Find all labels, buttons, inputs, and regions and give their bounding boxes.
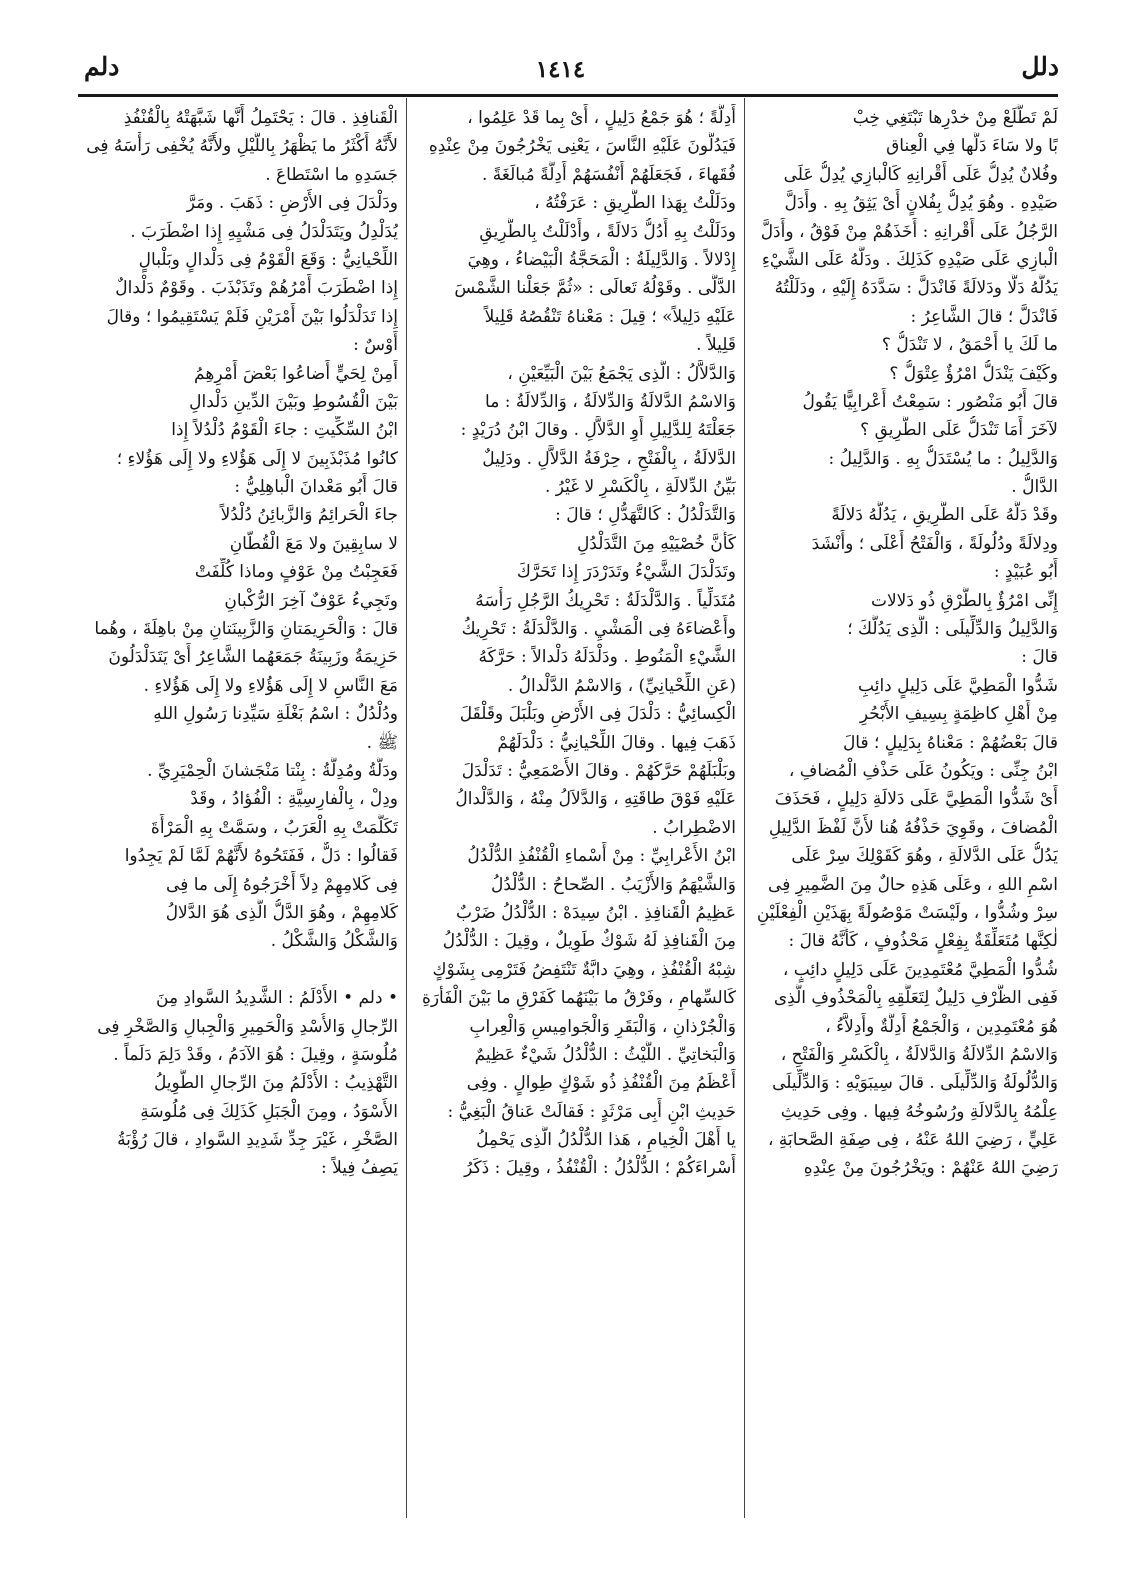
header-rule [78, 94, 1058, 97]
text-line: الرِّجالِ وَالأُسْدِ وَالْحَمِيرِ وَالْجِبالِ وَالصَّخْرِ فِى [97, 1016, 398, 1037]
text-line [80, 956, 398, 984]
text-line: ذَهَبَ فِيها . وقالَ اللِّحْيانِيُّ : دَلْدَلَهُمْ [497, 732, 736, 753]
text-line: وتَجِيءُ عَوْفٌ آخِرَ الرُّكْبانِ [224, 590, 398, 611]
text-line: وَالدَّلِيلُ : ما يُسْتَدَلُّ بِهِ . وَالدَّلِيلُ : [828, 448, 1058, 469]
text-line: لٰكِنَّها مُتَعَلِّقَةٌ بِفِعْلٍ مَحْذُوفٍ ، كَأَنَّهُ قالَ : [788, 931, 1058, 952]
text-column-right [752, 104, 1058, 1504]
text-line: ودِلْ ، بِالْفارِسِيَّةِ : الْفُؤادُ ، وقَدْ [190, 789, 398, 810]
text-line: وَالدُّلُولَةُ وَالدِّلِّيلَى . قالَ سِيبَوَيْهِ : وَالدِّلِّيلَى [772, 1073, 1058, 1094]
text-line: وَالشَّكْلُ وَالشَّكْلُ . [270, 931, 398, 952]
text-line: كَأَنَّ خُصْيَيْهِ مِنَ التَّدَلْدُلِ [576, 533, 736, 554]
text-line: جاءَ الْحَرائِمُ وَالزَّبائِنُ دُلْدُلاً [220, 505, 398, 526]
text-line: وكَيْفَ يَنْدَلُّ امْرُؤٌ عِتْوَلُّ ؟ [889, 363, 1058, 384]
text-line: وَالدَّلاَّلُ : الَّذِى يَجْمَعُ بَيْنَ الْبَيِّعَيْنِ ، [507, 363, 736, 384]
text-line: وَالْجُرْذانِ ، وَالْبَقَرِ وَالْجَوامِيسِ وَالْعِرابِ [469, 1016, 736, 1037]
text-line: شُدُّوا الْمَطِيَّ مُعْتَمِدِينَ عَلَى دَلِيلٍ دائِبٍ ، [782, 959, 1058, 980]
text-line: قالَ أَبُو مَعْدانَ الْباهِلِيُّ : [234, 477, 398, 498]
text-line: ﷺ . [366, 732, 398, 753]
text-line: يا أَهْلَ الْخِيامِ ، هَذا الدُّلْدُلُ الَّذِى يَحْمِلُ [476, 1130, 736, 1151]
page-number: ١٤١٤ [535, 56, 586, 83]
text-line: وأَعْضاءَهُ فِى الْمَشْيِ . وَالدَّلْدَلَةُ : تَحْرِيكُ [461, 619, 736, 640]
text-line: لا سابِقِينَ ولا مَعَ الْقُطّانِ [229, 533, 398, 554]
text-line: فَعَجِبْتُ مِنْ عَوْفٍ وماذا كُلِّفَتْ [194, 562, 398, 583]
text-line: إِنِّى امْرُؤٌ بِالطُّرْقِ ذُو دَلالات [870, 590, 1058, 611]
text-line: أَوْسٌ : [353, 335, 398, 356]
column-divider-right [744, 98, 745, 1518]
text-line: وَالاسْمُ الدَّلالَةُ وَالدِّلالَةُ ، وَالدِّلالَةُ : ما [485, 391, 736, 412]
text-column-left [80, 104, 398, 1504]
text-line: وبَلْبَلَهُمْ حَرَّكَهُمْ . وقالَ الأَصْمَعِيُّ : تَدَلْدَلَ [461, 760, 736, 781]
text-line: مُلُوسَةٍ ، وقِيلَ : هُوَ الآدَمُ ، وقَدْ دَلِمَ دَلَماً . [113, 1044, 398, 1065]
text-line: • دلم • الأَدْلَمُ : الشَّدِيدُ السَّوادِ مِنَ [156, 988, 398, 1009]
text-line: الْكِسائِيُّ : دَلْدَلَ فِى الأَرْضِ وبَلْبَلَ وقَلْقَلَ [459, 704, 736, 725]
text-line: إِذا اضْطَرَبَ أَمْرُهُمْ وتَذَبْذَبَ . وقَوْمٌ دَلْدالٌ [115, 278, 398, 299]
text-line: يَدُلُّهُ دَلًّا ودَلالَةً فَانْدَلَّ : سَدَّدَهُ إِلَيْهِ ، ودَلَلْتُهُ [774, 278, 1058, 299]
text-line: الأَسْوَدُ ، ومِنَ الْجَبَلِ كَذَلِكَ فِى مُلُوسَةِ [140, 1101, 398, 1122]
text-line: ابْنُ جِنِّى : ويَكُونُ عَلَى حَذْفِ الْمُضافِ ، [788, 760, 1058, 781]
text-line: اللِّحْيانِيُّ : وَقَعَ الْقَوْمُ فِى دَلْدالٍ وبَلْبالٍ [138, 249, 398, 270]
text-line: هُوَ مُعْتَمِدِين ، وَالْجَمْعُ أَدِلَّةٌ وأَدِلاَّءُ ، [825, 1016, 1058, 1037]
text-line: الْمُضافَ ، وقَوِيَ حَذْفُهُ هُنا لأَنَّ لَفْظَ الدَّلِيلِ [768, 817, 1058, 838]
text-line: الدَّلَّى . وقَوْلُهُ تَعالَى : «ثُمَّ جَعَلْنا الشَّمْسَ [454, 278, 736, 299]
text-line: يُدَلْدِلُ ويَتَدَلْدَلُ فِى مَشْيِهِ إِذا اضْطَرَبَ . [130, 221, 398, 242]
text-line: قَلِيلاً . [696, 335, 736, 356]
text-line: الاضْطِرابُ . [652, 817, 736, 838]
text-line: حَدِيثِ ابْنِ أَبِى مَرْثَدٍ : فَقالَتْ عَناقُ الْبَغِيُّ : [447, 1101, 736, 1122]
text-line: وَالاسْمُ الدِّلالَةُ وَالدَّلالَةُ ، بِالْكَسْرِ وَالْفَتْحِ ، [780, 1044, 1058, 1065]
text-line: التَّهْذِيبُ : الأَدْلَمُ مِنَ الرِّجالِ الطَّوِيلُ [153, 1073, 398, 1094]
text-line: ابْنُ الأَعْرابِيِّ : مِنْ أَسْماءِ الْقُنْفُذِ الدُّلْدُلُ [467, 846, 736, 867]
text-line: ما لَكَ يا أَحْمَقُ ، لا تَنْدَلُّ ؟ [881, 335, 1058, 356]
text-line: اسْمِ اللهِ ، وعَلَى هَذِهِ حالٌ مِنَ الضَّمِيرِ فِى [768, 874, 1058, 895]
text-line: مِنَ الْقَنافِذِ لَهُ شَوْكٌ طَوِيلٌ ، وقِيلَ : الدُّلْدُلُ [442, 931, 736, 952]
text-line: عَلَيْهِ فَوْقَ طاقَتِهِ ، وَالدَّلاَلُ مِنْهُ ، وَالدَّلْدالُ [455, 789, 736, 810]
text-line: فَفِى الظَّرْفِ دَلِيلٌ لِتَعَلُّقِهِ بِالْمَحْذُوفِ الَّذِى [773, 988, 1058, 1009]
text-line: إِذا تَدَلْدَلُوا بَيْنَ أَمْرَيْنِ فَلَمْ يَسْتَقِيمُوا ؛ وقالَ [106, 306, 398, 327]
text-line: كانُوا مُذَبْذَبِينَ لا إِلَى هَؤُلاءِ ولا إِلَى هَؤُلاءِ ؛ [116, 448, 398, 469]
text-line: قالَ : وَالْحَرِيمَتانِ وَالزَّبِينَتانِ مِنْ باهِلَةَ ، وهُما [94, 619, 398, 640]
text-line: تَكَلَّمَتْ بِهِ الْعَرَبُ ، وسَمَّتْ بِهِ الْمَرْأَةَ [150, 817, 398, 838]
text-line: وتَدَلْدَلَ الشَّيْءُ وتَدَرْدَرَ إِذا تَحَرَّكَ [516, 562, 736, 583]
text-line: لَمْ تَطَّلَعْ مِنْ خدْرِها تَبْتَغِي خِبْ [852, 108, 1058, 128]
text-line: الصَّخْرِ ، غَيْرَ جِدِّ شَدِيدِ السَّوادِ ، قالَ رُؤْبَةُ [117, 1130, 398, 1151]
text-line: وفُلانٌ يُدِلُّ عَلَى أَقْرانِهِ كَالْبازِي يُدِلُّ عَلَى [783, 164, 1058, 185]
text-line: يَدُلُّ عَلَى الدَّلالَةِ ، وهُوَ كَقَوْلِكَ سِرْ عَلَى [791, 846, 1058, 867]
text-line: وقَدْ دَلَّهُ عَلَى الطَّرِيقِ ، يَدُلُّهُ دَلالَةً [831, 505, 1058, 526]
text-line: أَسْراءَكُمْ ؛ الدُّلْدُلُ : الْقُنْفُذُ ، وقِيلَ : ذَكَرُ [464, 1158, 736, 1179]
text-line: كَالسِّهامِ ، وفَرْقُ ما بَيْنَهُما كَفَرْقِ ما بَيْنَ الْفَأْرَةِ [421, 988, 736, 1009]
text-line: الْقَنافِذِ . قالَ : يَحْتَمِلُ أَنَّها شَبَّهَتْهُ بِالْقُنْفُذِ [123, 108, 398, 128]
text-line: عَلِيٍّ ، رَضِيَ اللهُ عَنْهُ ، فِى صِفَةِ الصَّحابَةِ ، [768, 1130, 1058, 1151]
text-line: فُقَهاءَ ، فَجَعَلَهُمْ أَنْفُسَهُمْ أَدِلَّةً مُبالَغَةً . [482, 164, 736, 185]
text-line: بًا ولا سَاءَ دَلُّها فِي الْعِناق [886, 136, 1058, 157]
text-line: وَالْبَخاتِيِّ . اللَّيْثُ : الدُّلْدُلُ شَيْءٌ عَظِيمٌ [474, 1044, 736, 1065]
text-line: أَبُو عُبَيْدٍ : [993, 562, 1058, 583]
text-line: مَعَ النَّاسِ لا إِلَى هَؤُلاءِ ولا إِلَى هَؤُلاءِ . [143, 675, 398, 696]
text-column-middle [414, 104, 736, 1504]
text-line: الرَّجُلُ عَلَى أَقْرانِهِ : أَخَذَهُمْ مِنْ فَوْقُ ، وأَدَلَّ [760, 221, 1058, 242]
text-line: يَصِفُ فِيلاً : [320, 1158, 398, 1179]
text-line: لأَنَّهُ أَكْثَرُ ما يَظْهَرُ بِاللَّيْلِ ولأَنَّهُ يُخْفِى رَأْسَهُ فِى [86, 136, 398, 157]
text-line: الدَّالُّ . [1011, 477, 1058, 498]
text-line: مِنْ أَهْلِ كاظِمَةٍ بِسِيفِ الأَبْحُرِ [859, 704, 1058, 725]
text-line: جَعَلْتَهُ لِلدَّلِيلِ أَوِ الدَّلاَّلِ . وقالَ ابْنُ دُرَيْدٍ : [460, 420, 736, 441]
text-line: ودَلَلْتُ بِهَذا الطَّرِيقِ : عَرَفْتُهُ ، [534, 193, 736, 214]
text-line: جَسَدِهِ ما اسْتَطاعَ . [265, 164, 398, 185]
text-line: عَظِيمُ الْقَنافِذِ . ابْنُ سِيدَهْ : الدُّلْدُلُ ضَرْبٌ [455, 902, 736, 923]
text-line: قالَ : [1021, 647, 1058, 668]
text-line: ودَلَلْتُ بِهِ أَدُلُّ دَلالَةً ، وأَدْلَلْتُ بِالطَّرِيقِ [479, 221, 736, 242]
running-head-right: دلل [1021, 52, 1059, 81]
text-line: حَزِيمَةُ وزَبِينَةُ جَمَعَهُما الشَّاعِرُ أَىْ يَتَدَلْدَلُونَ [108, 647, 398, 668]
text-line: لآخَرَ أَمَا تَنْدَلُّ عَلَى الطَّرِيقِ ؟ [860, 420, 1058, 441]
text-line: فِى كَلامِهِمْ دِلاً أَخْرَجُوهُ إِلَى ما فِى [166, 874, 398, 895]
text-line: وَالشَّيْهَمُ وَالأَزْيَبُ . الصِّحاحُ : الدُّلْدُلُ [490, 874, 736, 895]
text-line: سِرْ وشُدُّوا ، ولَيْسَتْ مَوْصُولَةً بِهَذَيْنِ الْفِعْلَيْنِ [756, 902, 1058, 923]
text-line: وَالتَّدَلْدُلُ : كَالتَّهَدُّلِ ؛ قالَ : [555, 505, 736, 526]
text-line: فَقالُوا : دَلٌّ ، فَفَتَحُوهُ لأَنَّهُمْ لَمَّا لَمْ يَجِدُوا [124, 846, 398, 867]
text-line: كَلامِهِمْ ، وهُوَ الدَّلُّ الَّذِى هُوَ الدَّلالُ [165, 902, 398, 923]
text-line: الشَّيْءِ الْمَنُوطِ . ودَلْدَلَهُ دَلْدالاً : حَرَّكَهُ [478, 647, 736, 668]
text-line: إِدْلالاً . وَالدَّلِيلَةُ : الْمَحَجَّةُ الْبَيْضاءُ ، وهِيَ [467, 249, 736, 270]
text-line: شِبْهُ الْقُنْفُذِ ، وهِيَ دابَّةٌ تَنْتَفِضُ فَتَرْمِى بِشَوْكٍ [432, 959, 736, 980]
text-line: قالَ أَبُو مَنْصُور : سَمِعْتُ أَعْرابِيًّا يَقُولُ [802, 391, 1058, 412]
text-line: شَدُّوا الْمَطِيَّ عَلَى دَلِيلٍ دائِبِ [858, 675, 1058, 696]
text-line: ودُلْدُلٌ : اسْمُ بَغْلَةِ سَيِّدِنا رَسُولِ اللهِ [153, 704, 398, 725]
text-line: وَالدَّلِيلُ وَالدِّلِّيلَى : الَّذِى يَدُلُّكَ ؛ [847, 619, 1058, 640]
text-line: بَيِّنُ الدِّلالَةِ ، بِالْكَسْرِ لا غَيْرُ . [544, 477, 736, 498]
text-line: فَانْدَلَّ ؛ قالَ الشَّاعِرُ : [910, 306, 1058, 327]
text-line: رَضِيَ اللهُ عَنْهُمْ : ويَخْرُجُونَ مِنْ عِنْدِهِ [803, 1158, 1058, 1179]
text-line: بَيْنَ الْقُسُوطِ وبَيْنَ الدِّينِ دَلْدالِ [189, 391, 398, 412]
text-line: أَعْظَمُ مِنَ الْقُنْفُذِ ذُو شَوْكٍ طِوالٍ . وفِى [466, 1073, 736, 1094]
text-line: أَدِلَّةً ؛ هُوَ جَمْعُ دَلِيلٍ ، أَىْ بِما قَدْ عَلِمُوا ، [467, 108, 736, 128]
text-line: عِلْمُهُ بِالدَّلالَةِ ورُسُوخُهُ فِيها . وفِى حَدِيثِ [780, 1101, 1058, 1122]
text-line: عَلَيْهِ دَلِيلاً» ؛ قِيلَ : مَعْناهُ تَنْقُصُهُ قَلِيلاً [484, 306, 736, 327]
text-line: ابْنُ السِّكِّيتِ : جاءَ الْقَوْمُ دُلْدُلاً إِذا [171, 420, 398, 441]
running-head-left: دلم [84, 52, 120, 81]
text-line: الدَّلالَةُ ، بِالْفَتْحِ ، حِرْفَةُ الدَّلاَّلِ . ودَلِيلٌ [482, 448, 736, 469]
text-line: ودَلْدَلَ فِى الأَرْضِ : ذَهَبَ . ومَرَّ [186, 193, 398, 214]
text-line: قالَ بَعْضُهُمْ : مَعْناهُ بِدَلِيلٍ ؛ قالَ [842, 732, 1058, 753]
text-line: صَيْدِهِ . وهُوَ يُدِلُّ بِفُلانٍ أَىْ يَثِقُ بِهِ . وأَدَلَّ [784, 193, 1058, 214]
text-line: ودِلالَةً ودُلُولَةً ، وَالْفَتْحُ أَعْلَى ؛ وأَنْشَدَ [811, 533, 1058, 554]
text-line: أَىْ شَدُّوا الْمَطِيَّ عَلَى دَلالَةِ دَلِيلٍ ، فَحَذَفَ [774, 789, 1058, 810]
text-line: مُتَدَلِّياً . وَالدَّلْدَلَةُ : تَحْرِيكُ الرَّجُلِ رَأْسَهُ [475, 590, 736, 611]
text-line: الْبازِي عَلَى صَيْدِهِ كَذَلِكَ . ودَلَّهُ عَلَى الشَّيْءِ [761, 249, 1058, 270]
text-line: فَيَدُلُّونَ عَلَيْهِ النَّاسَ ، يَعْنِى يَخْرُجُونَ مِنْ عِنْدِهِ [428, 136, 736, 157]
text-line: (عَنِ اللِّحْيانِيِّ) ، وَالاسْمُ الدَّلْدالُ . [507, 675, 736, 696]
column-divider-left [406, 98, 407, 1518]
text-line: ودَلَّةُ ومُدِلَّةُ : بِنْتا مَنْجَشانَ الْحِمْيَرِيِّ . [147, 760, 398, 781]
text-line: أَمِنْ لِحَيٍّ أَضاعُوا بَعْضَ أَمْرِهِمُ [194, 363, 398, 384]
